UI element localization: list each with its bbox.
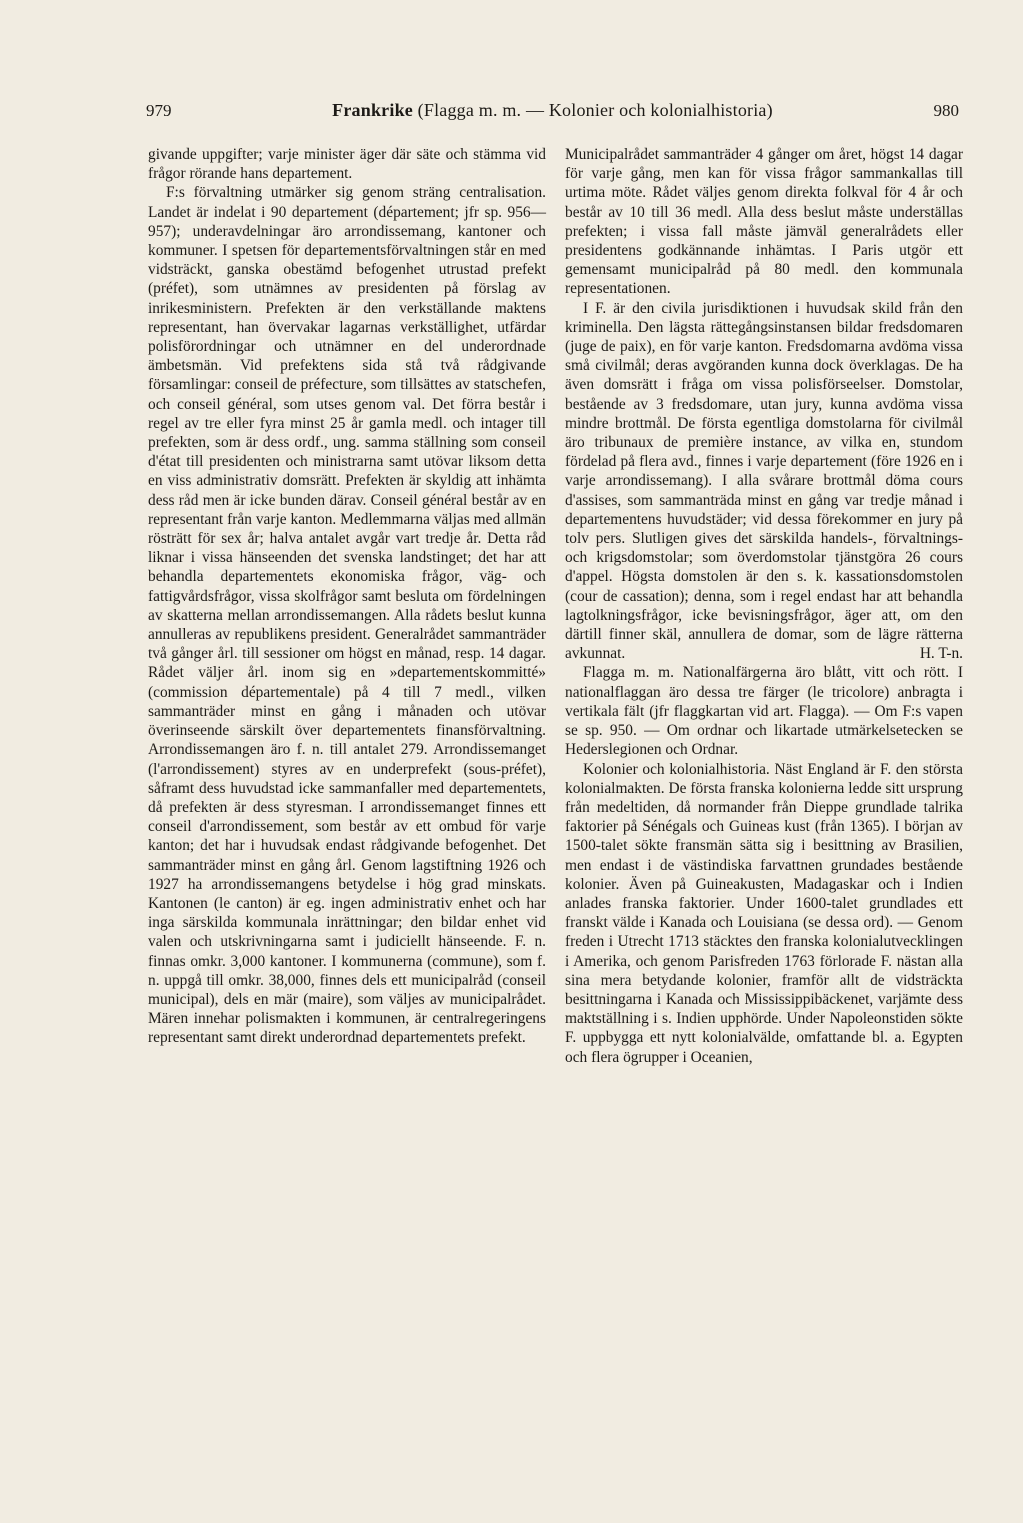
page-header [146, 97, 959, 127]
left-page-number: 979 [146, 101, 172, 120]
paragraph: givande uppgifter; varje minister äger där säte och stämma vid frågor rörande hans departement. [148, 146, 546, 183]
paragraph-text: I F. är den civila jurisdiktionen i huvudsak skild från den kriminella. Den lägsta rättegångsinstansen bildar fredsdomaren (juge de paix), en för varje kanton. Fredsdomarna avdöma vissa små civilmål; deras avgöranden kunna dock överklagas. De ha även domsrätt i fråga om vissa polisförseelser. Domstolar, bestående av 3 fredsdomare, utan jury, kunna avdöma vissa mindre brottmål. De första egentliga domstolarna för civilmål äro tribunaux de première instance, av vilka en, stundom fördelad på flera avd., finnes i varje departement (före 1926 en i varje arrondissemang). I alla svårare brottmål döma cours d'assises, som sammanträda minst en gång var tredje månad i departementens huvudstäder; vid dessa förekommer en jury på tolv pers. Slutligen gives det särskilda handels-, förvaltnings- och krigsdomstolar; som överdomstolar tjänstgöra 26 cours d'appel. Högsta domstolen är den s. k. kassationsdomstolen (cour de cassation); denna, som i regel endast har att behandla lagtolkningsfrågor, icke bevisningsfrågor, äger att, om den därtill finner skäl, annullera de domar, som de lägre rätterna avkunnat. [565, 299, 963, 663]
paragraph: Flagga m. m. Nationalfärgerna äro blått, vitt och rött. I nationalflaggan äro dessa tre färger (le tricolore) anbragta i vertikala fält (jfr flaggkartan vid art. Flagga). — Om F:s vapen se sp. 950. — Om ordnar och likartade utmärkelsetecken se Hederslegionen och Ordnar. [565, 664, 963, 759]
paragraph: F:s förvaltning utmärker sig genom sträng centralisation. Landet är indelat i 90 departement (département; jfr sp. 956—957); underavdelningar äro arrondissemang, kantoner och kommuner. I spetsen för departementsförvaltningen står en med vidsträckt, ganska obestämd befogenhet utrustad prefekt (préfet), som utnämnes av presidenten på förslag av inrikesministern. Prefekten är den verkställande maktens representant, han övervakar lagarnas verkställighet, utfärdar polisförordningar och utnämner en del underordnade ämbetsmän. Vid prefektens sida stå två rådgivande församlingar: conseil de préfecture, som tillsättes av statschefen, och conseil général, som utses genom val. Det förra består i regel av tre eller fyra minst 25 år gamla medl. och intager till prefekten, som är dess ordf., ung. samma ställning som conseil d'état till presidenten och ministrarna samt utövar liksom detta en viss administrativ domsrätt. Prefekten är skyldig att inhämta dess råd men är icke bunden därav. Conseil général består av en representant från varje kanton. Medlemmarna väljas med allmän rösträtt för sex år; halva antalet avgår vart tredje år. Detta råd liknar i vissa hänseenden det svenska landstinget; det har att behandla departementets ekonomiska frågor, väg- och fattigvårdsfrågor, vissa skolfrågor samt besluta om fördelningen av skatterna mellan arrondissemangen. Alla rådets beslut kunna annulleras av republikens president. Generalrådet sammanträder två gånger årl. till sessioner om högst en månad, resp. 14 dagar. Rådet väljer årl. inom sig en »departementskommitté» (commission départementale) på 4 till 7 medl., vilken sammanträder minst en gång i månaden och utövar överinseende särskilt över departementets finansförvaltning. Arrondissemangen äro f. n. till antalet 279. Arrondissemanget (l'arrondissement) styres av en underprefekt (sous-préfet), såframt dess huvudstad icke sammanfaller med departementets, då prefekten är dess styresman. I arrondissemanget finnes ett conseil d'arrondissement, som består av ett ombud för varje kanton; det har i huvudsak endast rådgivande befogenhet. Det sammanträder minst en gång årl. Genom lagstiftning 1926 och 1927 ha arrondissemangens betydelse i hög grad minskats. Kantonen (le canton) är eg. ingen administrativ enhet och har inga särskilda kommunala inrättningar; den bildar enhet vid valen och utskrivningarna samt i judiciellt hänseende. F. n. finnas omkr. 3,000 kantoner. I kommunerna (commune), som f. n. uppgå till omkr. 38,000, finnes dels ett municipalråd (conseil municipal), dels en mär (maire), som väljes av municipalrådet. Mären innehar polismakten i kommunen, är centralregeringens representant samt direkt underordnad departementets prefekt. [148, 184, 546, 1047]
right-text-column [565, 145, 963, 1067]
author-signature: H. T-n. [919, 645, 963, 663]
right-page-number: 980 [933, 101, 959, 120]
running-title [146, 100, 959, 121]
running-title-main: Frankrike [332, 100, 413, 120]
paragraph: Municipalrådet sammanträder 4 gånger om året, högst 14 dagar för varje gång, men kan för vissa frågor sammankallas till urtima möte. Rådet väljes genom direkta folkval för 4 år och består av 10 till 36 medl. Alla dess beslut måste underställas prefekten; i vissa fall måste jämväl generalrådets eller presidentens godkännande inhämtas. I Paris utgör ett gemensamt municipalråd på 80 medl. den kommunala representationen. [565, 146, 963, 298]
paragraph: Kolonier och kolonialhistoria. Näst England är F. den största kolonialmakten. De första franska kolonierna ledde sitt ursprung från medeltiden, då normander från Dieppe grundlade talrika faktorier på Sénégals och Guineas kust (från 1365). I början av 1500-talet sökte fransmän sätta sig i besittning av Brasilien, men endast i de västindiska farvattnen grundades bestående kolonier. Även på Guineakusten, Madagaskar och i Indien anlades franska faktorier. Under 1600-talet grundlades ett franskt välde i Kanada och Louisiana (se dessa ord). — Genom freden i Utrecht 1713 stäcktes den franska kolonialutvecklingen i Amerika, och genom Parisfreden 1763 förlorade F. nästan alla sina mera betydande kolonier, framför allt de vidsträckta besittningarna i Kanada och Mississippibäckenet, varjämte dess maktställning i s. Indien upphörde. Under Napoleonstiden sökte F. uppbygga ett nytt kolonialvälde, omfattande bl. a. Egypten och flera ögrupper i Oceanien, [565, 760, 963, 1066]
left-text-column [148, 145, 546, 1048]
running-title-rest: (Flagga m. m. — Kolonier och kolonialhistoria) [412, 100, 773, 120]
paragraph [565, 299, 963, 664]
